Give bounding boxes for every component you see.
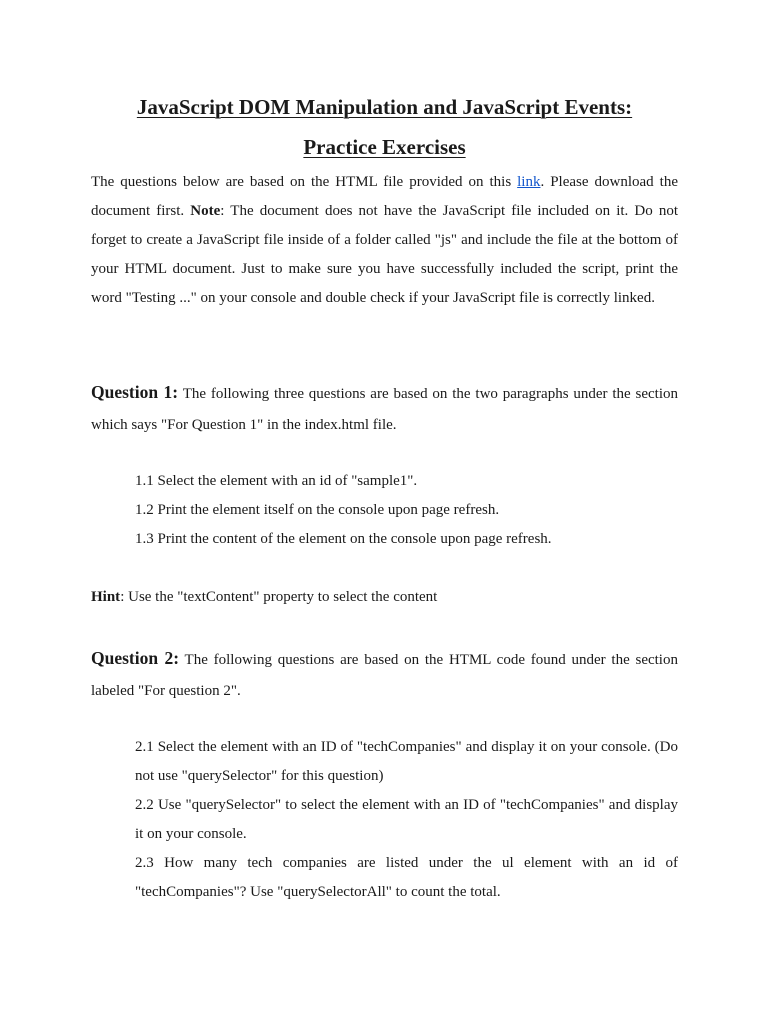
question-2-text: The following questions are based on the HTML code found under the section labeled "For question 2". bbox=[91, 652, 678, 699]
question-1-paragraph bbox=[91, 377, 678, 441]
intro-paragraph bbox=[91, 168, 678, 313]
question-1-text: The following three questions are based on the two paragraphs under the section which says "For Question 1" in the index.html file. bbox=[91, 386, 678, 433]
question-2-item-3: 2.3 How many tech companies are listed under the ul element with an id of "techCompanies"? Use "querySelectorAll" to count the total. bbox=[135, 855, 678, 900]
question-1-item-2: 1.2 Print the element itself on the console upon page refresh. bbox=[135, 502, 500, 518]
note-label: Note bbox=[190, 203, 221, 219]
document-title-line-1: JavaScript DOM Manipulation and JavaScript Events: bbox=[136, 95, 633, 119]
note-text: : The document does not have the JavaScript file included on it. Do not forget to create a JavaScript file inside of a folder called "js" and include the file at the bottom of your HTML document. Just to make sure you have successfully included the script, print the word "Testing ..." on your console and double check if your JavaScript file is correctly linked. bbox=[91, 203, 678, 306]
intro-text-before-link: The questions below are based on the HTML file provided on this bbox=[91, 174, 518, 190]
question-2-item-2: 2.2 Use "querySelector" to select the element with an ID of "techCompanies" and display it on your console. bbox=[135, 797, 678, 842]
question-2-paragraph bbox=[91, 643, 678, 707]
hint-label: Hint bbox=[91, 589, 121, 605]
question-1-item-1: 1.1 Select the element with an id of "sample1". bbox=[135, 473, 418, 489]
question-2-label: Question 2: bbox=[91, 648, 180, 668]
intro-text-after-link: . Please download the document first. bbox=[91, 174, 678, 219]
hint-text: : Use the "textContent" property to select the content bbox=[120, 589, 438, 605]
question-1-label: Question 1: bbox=[91, 382, 179, 402]
download-link[interactable]: link bbox=[517, 174, 541, 190]
question-2-item-1: 2.1 Select the element with an ID of "techCompanies" and display it on your console. (Do not use "querySelector" for this question) bbox=[135, 739, 678, 784]
hint-paragraph bbox=[91, 583, 678, 612]
question-1-item-3: 1.3 Print the content of the element on the console upon page refresh. bbox=[135, 531, 552, 547]
document-title-line-2: Practice Exercises bbox=[303, 135, 466, 159]
